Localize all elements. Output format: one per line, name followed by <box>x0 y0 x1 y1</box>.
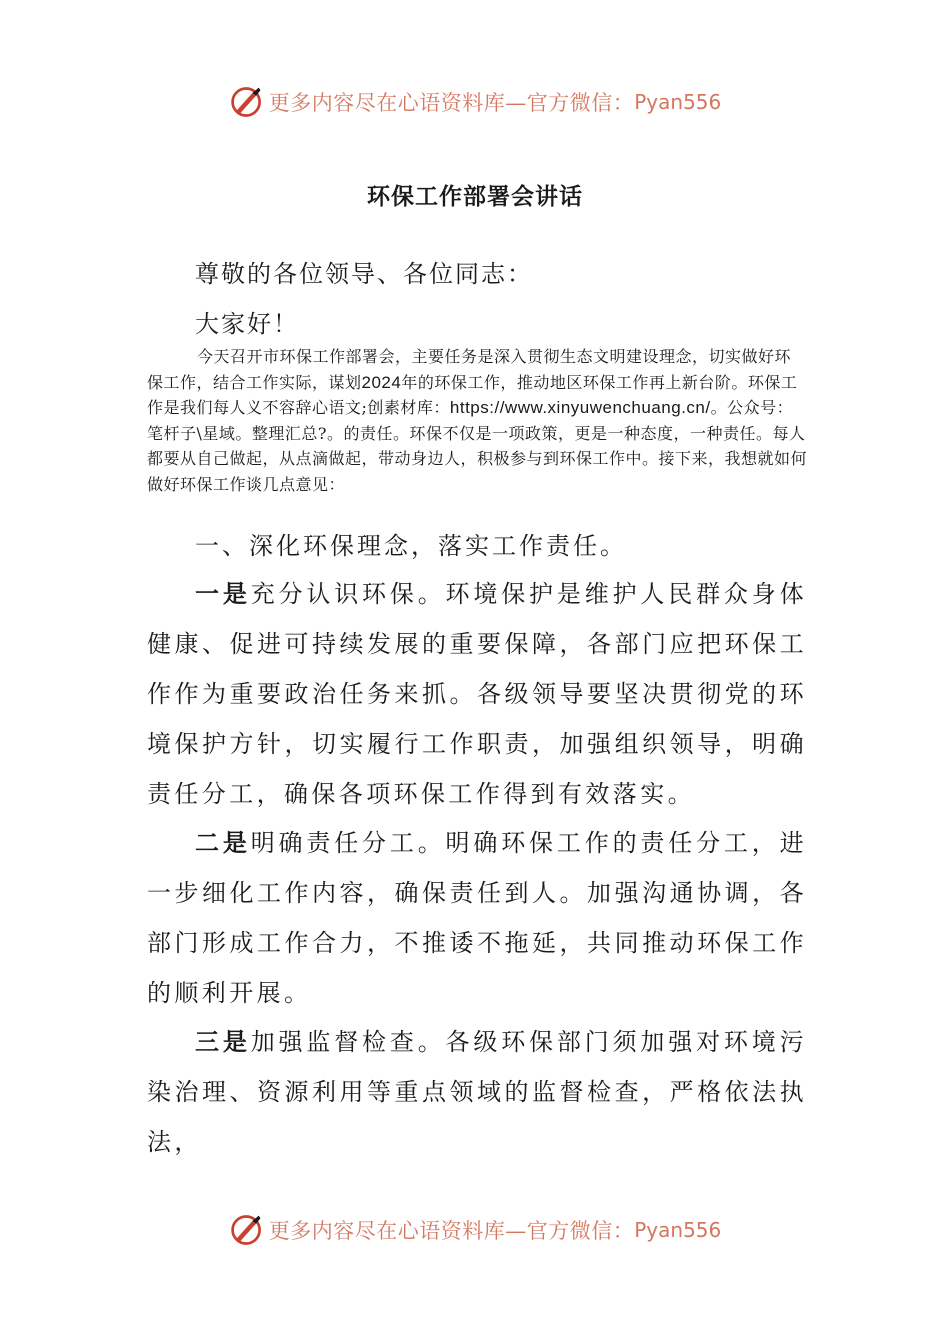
salutation: 尊敬的各位领导、各位同志： <box>195 260 533 288</box>
banner-text: 更多内容尽在心语资料库—官方微信： <box>268 91 635 115</box>
intro-text-3: 。公众号：笔杆子\星域。整理汇总?。的责任。环保不仅是一项政策，更是一种态度，一种责任。每人都要从自己做起，从点滴做起，带动身边人，积极参与到环保工作中。接下来，我想就如何做好环保工作谈几点意见： <box>147 398 808 494</box>
point-paragraph-2 <box>147 818 807 1018</box>
footer-watermark-banner <box>0 1208 950 1252</box>
intro-text-2: 年的环保工作，推动地区环保工作再上新台阶。环保工作是我们每人义不容辞心语文;创素材库： <box>147 372 798 418</box>
wechat-id: Pyan556 <box>634 1218 722 1242</box>
wechat-id: Pyan556 <box>634 90 722 114</box>
point-paragraph-1 <box>147 569 807 819</box>
greeting: 大家好！ <box>195 310 299 338</box>
pen-logo-icon <box>229 84 265 120</box>
point-lead-3: 三是 <box>195 1028 251 1056</box>
header-watermark-banner <box>0 80 950 124</box>
intro-url: https://www.xinyuwenchuang.cn/ <box>449 398 711 418</box>
pen-logo-icon <box>229 1212 265 1248</box>
document-title: 环保工作部署会讲话 <box>367 184 583 210</box>
intro-year: 2024 <box>361 372 402 392</box>
intro-text-1: 今天召开市环保工作部署会，主要任务是深入贯彻生态文明建设理念，切实做好环保工作，结合工作实际，谋划 <box>147 347 792 392</box>
point-lead-1: 一是 <box>195 580 251 608</box>
point-paragraph-3 <box>147 1017 807 1167</box>
section-heading-1: 一、深化环保理念，落实工作责任。 <box>195 532 627 560</box>
banner-text: 更多内容尽在心语资料库—官方微信： <box>268 1219 635 1243</box>
point-text-2: 明确责任分工。明确环保工作的责任分工，进一步细化工作内容，确保责任到人。加强沟通协调，各部门形成工作合力，不推诿不拖延，共同推动环保工作的顺利开展。 <box>147 829 807 1007</box>
point-lead-2: 二是 <box>195 829 251 857</box>
point-text-3: 加强监督检查。各级环保部门须加强对环境污染治理、资源利用等重点领域的监督检查，严格依法执法， <box>147 1028 807 1156</box>
point-text-1: 充分认识环保。环境保护是维护人民群众身体健康、促进可持续发展的重要保障，各部门应把环保工作作为重要政治任务来抓。各级领导要坚决贯彻党的环境保护方针，切实履行工作职责，加强组织领导，明确责任分工，确保各项环保工作得到有效落实。 <box>147 580 807 808</box>
intro-paragraph <box>147 344 807 498</box>
